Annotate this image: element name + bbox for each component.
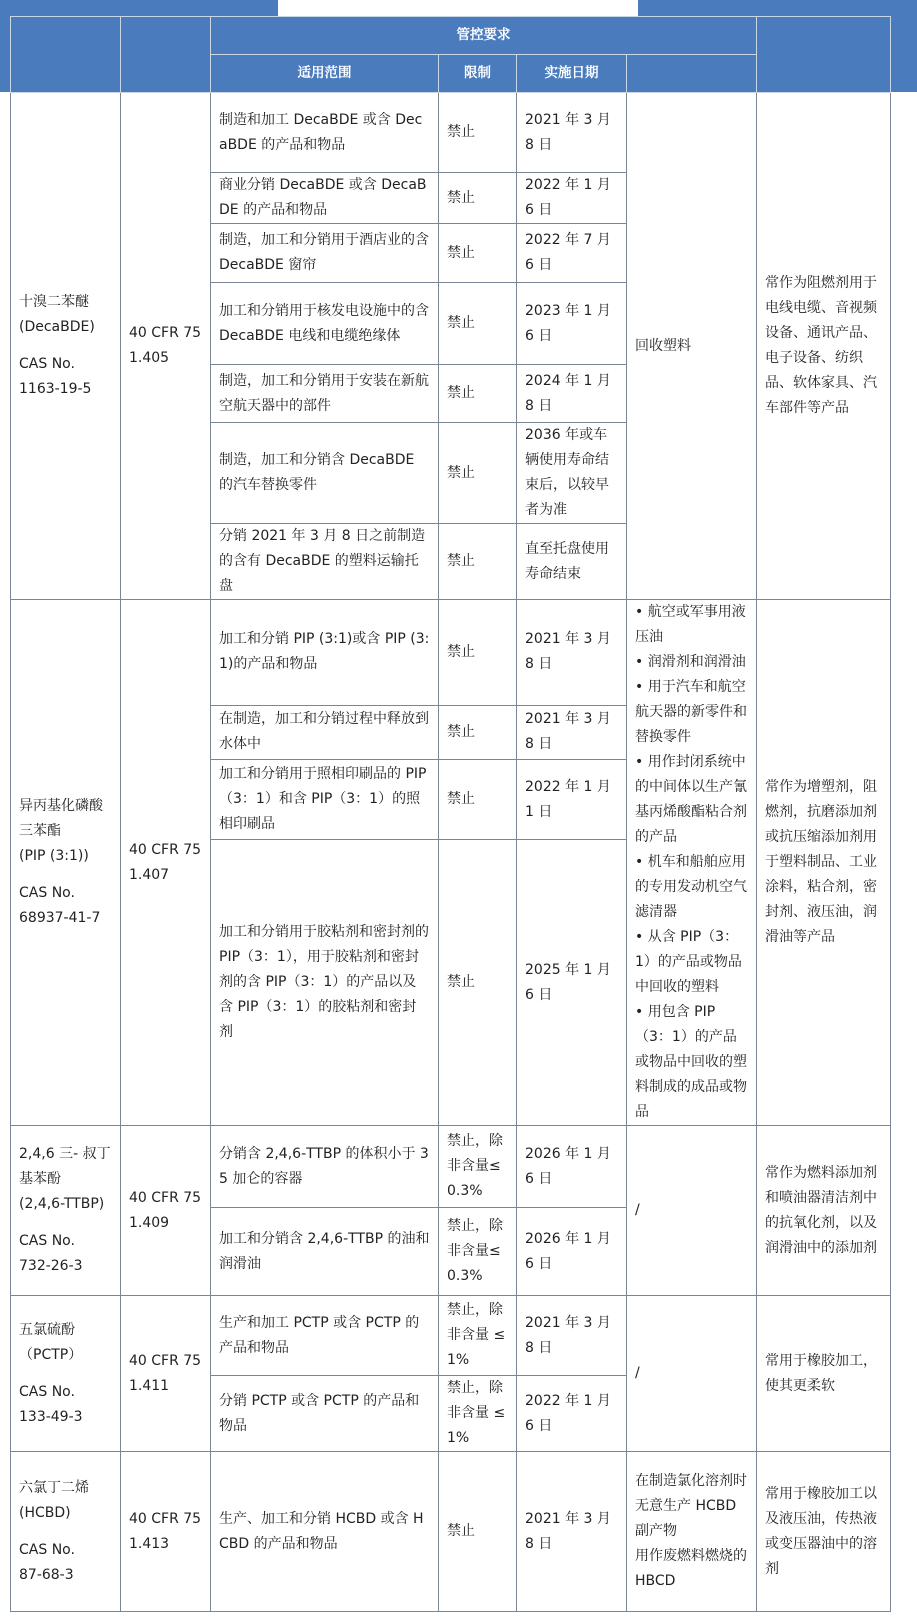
date-cell: 2025 年 1 月 6 日 (517, 840, 627, 1126)
substance-cell (11, 1452, 121, 1612)
table-row (11, 1296, 891, 1376)
header-exemption (627, 55, 757, 93)
date-cell: 2021 年 3 月 8 日 (517, 600, 627, 706)
date-cell: 2021 年 3 月 8 日 (517, 1296, 627, 1376)
regulation-cell: 40 CFR 751.409 (121, 1126, 211, 1296)
limit-cell: 禁止 (439, 173, 517, 224)
cas-number: 68937-41-7 (19, 910, 101, 926)
cas-label: CAS No. (19, 885, 75, 901)
exemption-item: 在制造氯化溶剂时无意生产 HCBD 副产物 (635, 1473, 747, 1539)
exemption-item: • 机车和船舶应用的专用发动机空气滤清器 (635, 854, 747, 920)
scope-cell: 商业分销 DecaBDE 或含 DecaBDE 的产品和物品 (211, 173, 439, 224)
use-cell: 常作为增塑剂，阻燃剂，抗磨添加剂或抗压缩添加剂用于塑料制品、工业涂料，粘合剂，密封剂、液压油，润滑油等产品 (757, 600, 891, 1126)
limit-cell: 禁止 (439, 224, 517, 283)
exemption-cell (627, 600, 757, 1126)
date-cell: 2022 年 1 月 1 日 (517, 759, 627, 839)
exemption-cell: / (627, 1126, 757, 1296)
scope-cell: 生产、加工和分销 HCBD 或含 HCBD 的产品和物品 (211, 1452, 439, 1612)
limit-cell: 禁止 (439, 1452, 517, 1612)
scope-cell: 制造和加工 DecaBDE 或含 DecaBDE 的产品和物品 (211, 93, 439, 173)
substance-cell (11, 1126, 121, 1296)
substance-name: 十溴二苯醚 (19, 294, 89, 310)
date-cell: 2021 年 3 月 8 日 (517, 1452, 627, 1612)
substance-abbr: (2,4,6-TTBP) (19, 1196, 105, 1212)
header-date: 实施日期 (517, 55, 627, 93)
limit-cell: 禁止 (439, 423, 517, 524)
date-cell: 2022 年 7 月 6 日 (517, 224, 627, 283)
use-cell: 常用于橡胶加工以及液压油，传热液或变压器油中的溶剂 (757, 1452, 891, 1612)
cas-label: CAS No. (19, 1541, 75, 1558)
exemption-item: • 用作封闭系统中的中间体以生产氰基丙烯酸酯粘合剂的产品 (635, 754, 747, 845)
cas-label: CAS No. (19, 1383, 75, 1400)
substance-cell (11, 93, 121, 600)
substance-abbr: (PIP (3:1)) (19, 848, 89, 864)
exemption-item: • 润滑剂和润滑油 (635, 654, 746, 670)
scope-cell: 加工和分销用于核发电设施中的含 DecaBDE 电线和电缆绝缘体 (211, 283, 439, 365)
cas-number: 87-68-3 (19, 1566, 74, 1583)
exemption-item: • 航空或军事用液压油 (635, 604, 746, 645)
limit-cell: 禁止 (439, 705, 517, 759)
substance-name: 六氯丁二烯 (19, 1479, 89, 1496)
table-row (11, 1126, 891, 1208)
limit-cell: 禁止 (439, 93, 517, 173)
cas-number: 732-26-3 (19, 1258, 83, 1274)
scope-cell: 加工和分销含 2,4,6-TTBP 的油和润滑油 (211, 1208, 439, 1296)
scope-cell: 制造，加工和分销用于安装在新航空航天器中的部件 (211, 365, 439, 423)
scope-cell: 分销含 2,4,6-TTBP 的体积小于 35 加仑的容器 (211, 1126, 439, 1208)
header-regulation (121, 17, 211, 93)
header-substance (11, 17, 121, 93)
scope-cell: 加工和分销 PIP (3:1)或含 PIP (3:1)的产品和物品 (211, 600, 439, 706)
use-cell: 常作为阻燃剂用于电线电缆、音视频设备、通讯产品、电子设备、纺织品、软体家具、汽车部件等产品 (757, 93, 891, 600)
scope-cell: 加工和分销用于照相印刷品的 PIP（3：1）和含 PIP（3：1）的照相印刷品 (211, 759, 439, 839)
exemption-item: 用作废燃料燃烧的 HBCD (635, 1548, 747, 1589)
limit-cell: 禁止 (439, 365, 517, 423)
scope-cell: 生产和加工 PCTP 或含 PCTP 的产品和物品 (211, 1296, 439, 1376)
table-row (11, 600, 891, 706)
date-cell: 直至托盘使用寿命结束 (517, 524, 627, 600)
regulation-cell: 40 CFR 751.407 (121, 600, 211, 1126)
date-cell: 2022 年 1 月 6 日 (517, 173, 627, 224)
limit-cell: 禁止，除非含量≤ 0.3% (439, 1126, 517, 1208)
exemption-cell (627, 1452, 757, 1612)
exemption-cell: / (627, 1296, 757, 1452)
regulation-cell: 40 CFR 751.411 (121, 1296, 211, 1452)
limit-cell: 禁止，除非含量 ≤ 1% (439, 1376, 517, 1452)
table-row (11, 1452, 891, 1612)
substance-name: 2,4,6 三- 叔丁基苯酚 (19, 1146, 111, 1187)
table-row (11, 93, 891, 173)
date-cell: 2026 年 1 月 6 日 (517, 1126, 627, 1208)
exemption-item: • 用于汽车和航空航天器的新零件和替换零件 (635, 679, 747, 745)
header-control-requirements: 管控要求 (211, 17, 757, 55)
cas-number: 1163-19-5 (19, 381, 92, 397)
header-use (757, 17, 891, 93)
exemption-item: • 从含 PIP（3：1）的产品或物品中回收的塑料 (635, 929, 742, 995)
scope-cell: 分销 2021 年 3 月 8 日之前制造的含有 DecaBDE 的塑料运输托盘 (211, 524, 439, 600)
limit-cell: 禁止，除非含量≤ 0.3% (439, 1208, 517, 1296)
scope-cell: 制造，加工和分销含 DecaBDE 的汽车替换零件 (211, 423, 439, 524)
date-cell: 2021 年 3 月 8 日 (517, 705, 627, 759)
substance-name: 五氯硫酚 (19, 1321, 75, 1338)
limit-cell: 禁止 (439, 524, 517, 600)
substance-cell (11, 600, 121, 1126)
limit-cell: 禁止 (439, 759, 517, 839)
date-cell: 2024 年 1 月 8 日 (517, 365, 627, 423)
scope-cell: 在制造，加工和分销过程中释放到水体中 (211, 705, 439, 759)
date-cell: 2022 年 1 月 6 日 (517, 1376, 627, 1452)
limit-cell: 禁止 (439, 283, 517, 365)
limit-cell: 禁止 (439, 600, 517, 706)
limit-cell: 禁止，除非含量 ≤ 1% (439, 1296, 517, 1376)
scope-cell: 加工和分销用于胶粘剂和密封剂的 PIP（3：1），用于胶粘剂和密封剂的含 PIP（3：1）的产品以及含 PIP（3：1）的胶粘剂和密封剂 (211, 840, 439, 1126)
date-cell: 2021 年 3 月 8 日 (517, 93, 627, 173)
date-cell: 2036 年或车辆使用寿命结束后，以较早者为准 (517, 423, 627, 524)
regulation-table (10, 16, 891, 1612)
cas-number: 133-49-3 (19, 1408, 83, 1425)
limit-cell: 禁止 (439, 840, 517, 1126)
substance-abbr: (HCBD) (19, 1504, 71, 1521)
exemption-item: • 用包含 PIP（3：1）的产品或物品中回收的塑料制成的成品或物品 (635, 1004, 747, 1120)
cas-label: CAS No. (19, 1233, 75, 1249)
scope-cell: 制造，加工和分销用于酒店业的含 DecaBDE 窗帘 (211, 224, 439, 283)
scope-cell: 分销 PCTP 或含 PCTP 的产品和物品 (211, 1376, 439, 1452)
cas-label: CAS No. (19, 356, 75, 372)
substance-abbr: （PCTP） (19, 1346, 83, 1363)
header-limit: 限制 (439, 55, 517, 93)
use-cell: 常用于橡胶加工，使其更柔软 (757, 1296, 891, 1452)
regulation-cell: 40 CFR 751.405 (121, 93, 211, 600)
header-scope: 适用范围 (211, 55, 439, 93)
regulation-cell: 40 CFR 751.413 (121, 1452, 211, 1612)
header-top-gap (278, 0, 638, 16)
substance-cell (11, 1296, 121, 1452)
exemption-cell: 回收塑料 (627, 93, 757, 600)
use-cell: 常作为燃料添加剂和喷油器清洁剂中的抗氧化剂，以及润滑油中的添加剂 (757, 1126, 891, 1296)
date-cell: 2026 年 1 月 6 日 (517, 1208, 627, 1296)
substance-name: 异丙基化磷酸三苯酯 (19, 798, 103, 839)
date-cell: 2023 年 1 月 6 日 (517, 283, 627, 365)
substance-abbr: (DecaBDE) (19, 319, 95, 335)
